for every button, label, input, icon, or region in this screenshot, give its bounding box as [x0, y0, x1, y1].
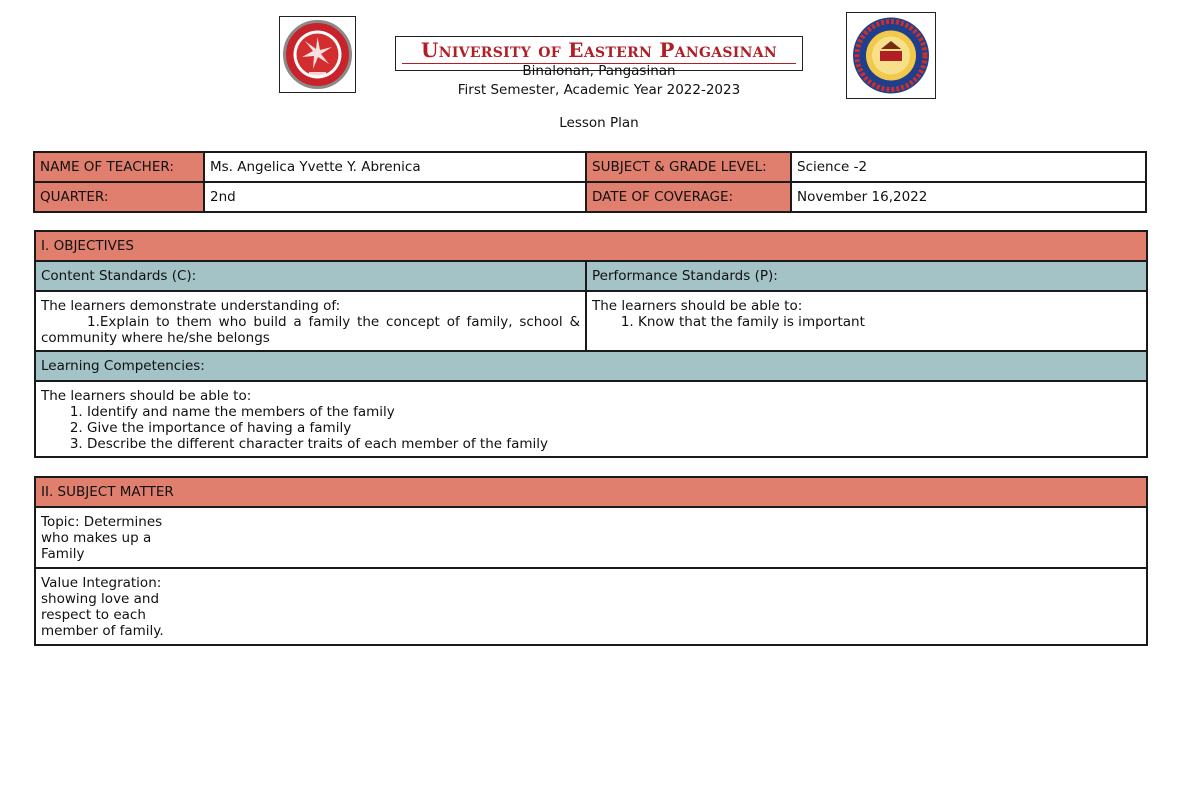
- teacher-label: NAME OF TEACHER:: [34, 152, 204, 182]
- date-value: November 16,2022: [791, 182, 1146, 212]
- competency-item: 3. Describe the different character traits of each member of the family: [87, 436, 1141, 452]
- competency-item: 2. Give the importance of having a family: [87, 420, 1141, 436]
- university-location: Binalonan, Pangasinan: [522, 63, 676, 79]
- teacher-value: Ms. Angelica Yvette Y. Abrenica: [204, 152, 586, 182]
- university-seal-logo: [279, 16, 356, 93]
- quarter-value: 2nd: [204, 182, 586, 212]
- subject-label: SUBJECT & GRADE LEVEL:: [586, 152, 791, 182]
- content-standards-header: Content Standards (C):: [35, 261, 586, 291]
- performance-list: [592, 314, 1141, 330]
- performance-standards-cell: [586, 291, 1147, 351]
- date-label: DATE OF COVERAGE:: [586, 182, 791, 212]
- college-seal-logo: [846, 12, 936, 99]
- value-integration-text: Value Integration: showing love and respect to each member of family.: [41, 575, 164, 639]
- teacher-info-table: [33, 151, 1147, 213]
- semester-line: First Semester, Academic Year 2022-2023: [457, 82, 741, 98]
- competencies-list: [41, 404, 1141, 452]
- value-integration-cell: [35, 568, 1147, 645]
- content-intro: The learners demonstrate understanding of:: [41, 298, 341, 314]
- learning-competencies-header: Learning Competencies:: [35, 351, 1147, 381]
- objectives-table: [34, 230, 1148, 458]
- subject-matter-title: II. SUBJECT MATTER: [35, 477, 1147, 507]
- competency-item: 1. Identify and name the members of the family: [87, 404, 1141, 420]
- quarter-label: QUARTER:: [34, 182, 204, 212]
- performance-standards-header: Performance Standards (P):: [586, 261, 1147, 291]
- content-item: 1.Explain to them who build a family the concept of family, school & community where he/she belongs: [41, 314, 580, 346]
- topic-text: Topic: Determines who makes up a Family: [41, 514, 163, 562]
- content-standards-cell: [35, 291, 586, 351]
- objectives-title: I. OBJECTIVES: [35, 231, 1147, 261]
- document-title: Lesson Plan: [559, 115, 639, 131]
- learning-competencies-cell: [35, 381, 1147, 457]
- topic-cell: [35, 507, 1147, 568]
- university-name: University of Eastern Pangasinan: [420, 38, 778, 62]
- performance-item: 1. Know that the family is important: [638, 314, 1141, 330]
- subject-matter-table: [34, 476, 1148, 646]
- competencies-intro: The learners should be able to:: [41, 388, 252, 404]
- performance-intro: The learners should be able to:: [592, 298, 803, 314]
- subject-value: Science -2: [791, 152, 1146, 182]
